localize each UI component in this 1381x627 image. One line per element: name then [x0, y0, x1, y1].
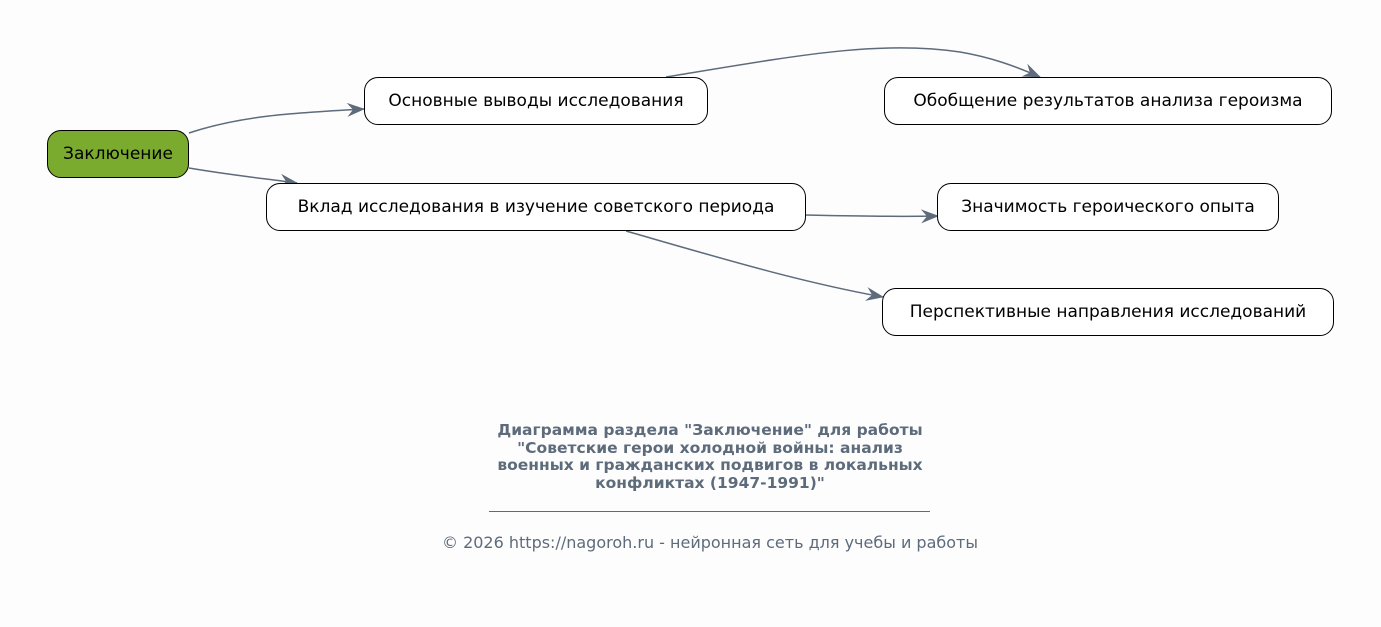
node-contribution[interactable]: Вклад исследования в изучение советского периода — [266, 183, 806, 231]
caption-divider — [489, 511, 930, 512]
copyright-footer: © 2026 https://nagoroh.ru - нейронная сеть для учебы и работы — [441, 533, 978, 552]
edge-contribution-to-significance — [805, 215, 938, 216]
node-summary[interactable]: Обобщение результатов анализа героизма — [884, 77, 1332, 125]
edge-root-to-contribution — [189, 168, 297, 183]
node-significance[interactable]: Значимость героического опыта — [937, 183, 1279, 231]
edge-root-to-main-findings — [189, 109, 364, 133]
node-main-findings[interactable]: Основные выводы исследования — [364, 77, 708, 125]
node-perspectives[interactable]: Перспективные направления исследований — [882, 288, 1334, 336]
edge-contribution-to-perspectives — [626, 231, 883, 297]
diagram-caption-title: Диаграмма раздела "Заключение" для работы "Советские герои холодной войны: анализ военных и гражданских подвигов в локальных конфликтах (1947-1991)" — [497, 421, 923, 492]
edge-main-findings-to-summary — [666, 48, 1040, 77]
node-conclusion[interactable]: Заключение — [47, 130, 189, 178]
